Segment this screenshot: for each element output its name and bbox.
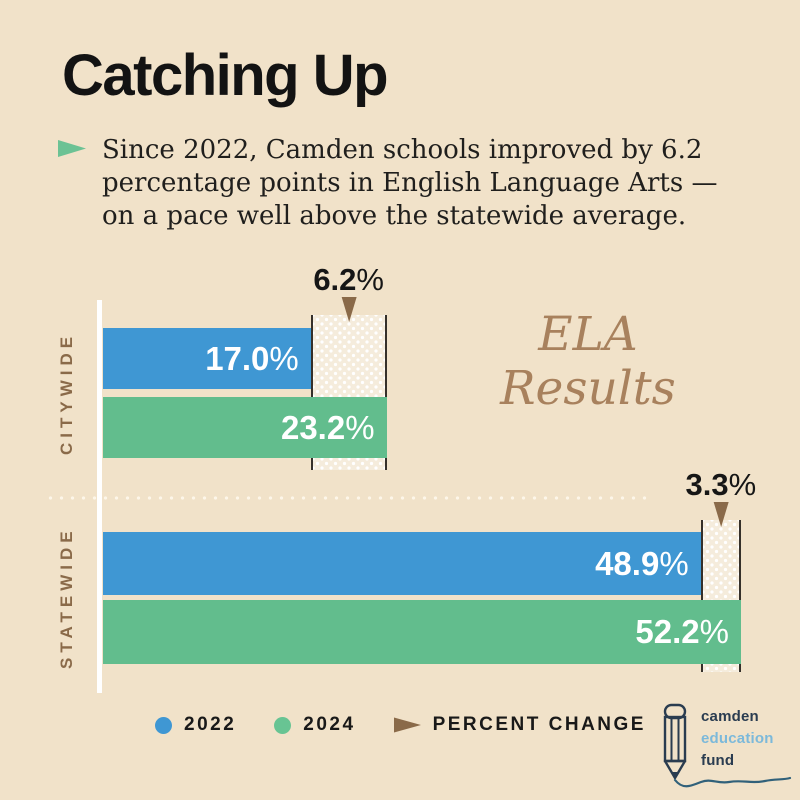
subtitle-line: Since 2022, Camden schools improved by 6.2 [102, 135, 703, 165]
legend [155, 714, 646, 736]
logo-text [701, 706, 774, 772]
legend-label: 2024 [303, 714, 356, 735]
subtitle-line: percentage points in English Language Arts — [102, 168, 718, 198]
subtitle-text [102, 134, 717, 233]
bar-statewide-2022 [103, 532, 701, 595]
logo-line-education: education [701, 730, 774, 747]
change-value-label: 6.2% [313, 262, 384, 297]
group-divider-dotted [45, 496, 652, 500]
legend-item-percent-change [394, 714, 646, 736]
bar-value-label: 17.0% [205, 339, 299, 377]
bar-chart [0, 260, 800, 705]
down-arrow-icon [712, 502, 729, 527]
change-marker-statewide [685, 469, 756, 527]
bar-citywide-2022 [103, 328, 311, 389]
change-value-label: 3.3% [685, 467, 757, 502]
change-marker-citywide [313, 264, 384, 322]
triangle-right-icon [58, 140, 86, 157]
subtitle-line: on a pace well above the statewide average. [102, 201, 687, 231]
dot-icon-2022 [155, 717, 172, 734]
logo-line-fund: fund [701, 752, 735, 769]
subtitle-block [58, 134, 717, 233]
bar-value-label: 52.2% [635, 613, 729, 650]
chart-annotation-ela-results: ELA Results [500, 307, 676, 416]
bar-value-label: 23.2% [280, 408, 375, 446]
logo-line-camden: camden [701, 708, 759, 725]
dot-icon-2024 [274, 717, 291, 734]
legend-label: 2022 [184, 714, 237, 735]
legend-label: PERCENT CHANGE [432, 714, 646, 735]
legend-item-2022 [155, 714, 236, 736]
bar-citywide-2024 [103, 397, 387, 458]
bar-value-label: 48.9% [595, 544, 689, 582]
down-arrow-icon [340, 297, 357, 322]
category-label-statewide: STATEWIDE [57, 526, 76, 670]
page-title: Catching Up [62, 43, 388, 108]
bar-statewide-2024 [103, 600, 741, 664]
camden-education-fund-logo [655, 700, 795, 795]
triangle-right-icon [394, 717, 421, 733]
category-label-citywide: CITYWIDE [57, 331, 76, 455]
legend-item-2024 [274, 714, 355, 736]
